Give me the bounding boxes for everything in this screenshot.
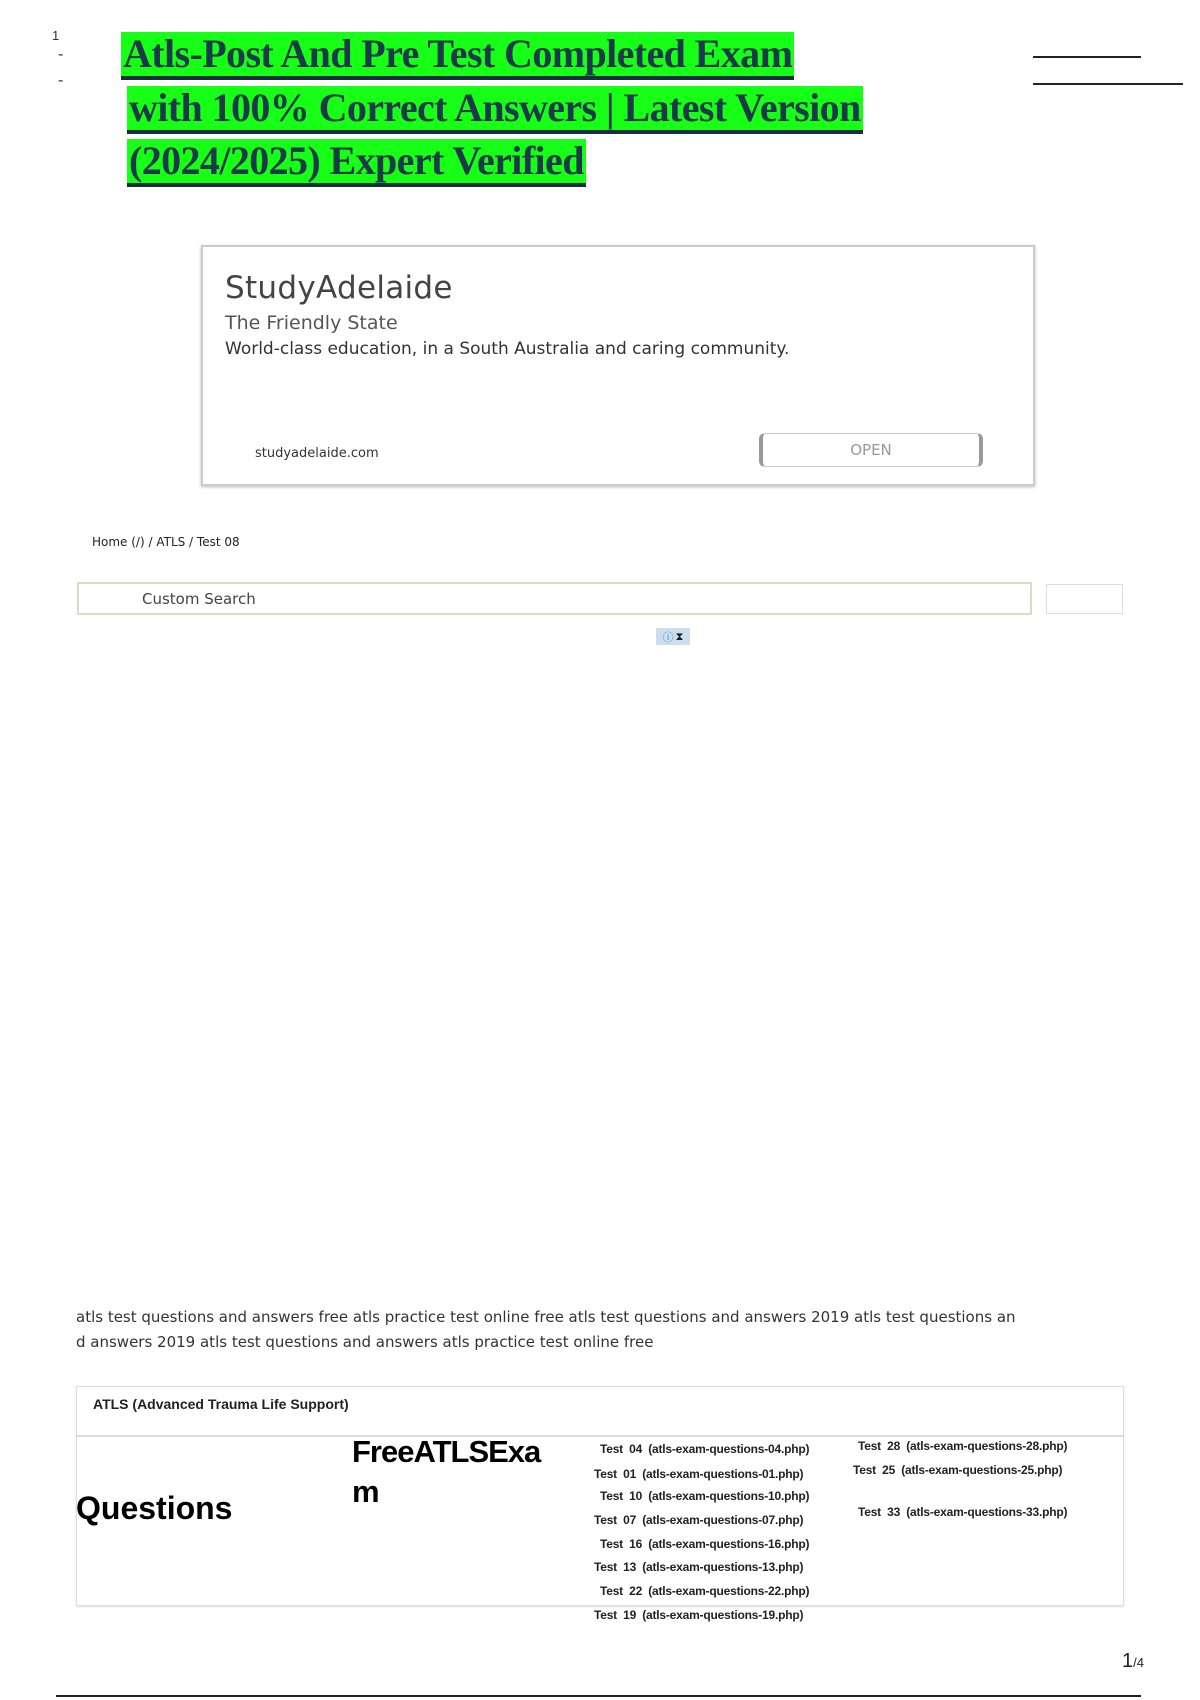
info-icon: ⓘ — [662, 630, 674, 644]
ad-url[interactable]: studyadelaide.com — [255, 446, 379, 461]
test-link[interactable]: Test 25 (atls-exam-questions-25.php) — [853, 1463, 1063, 1477]
breadcrumb[interactable]: Home (/) / ATLS / Test 08 — [92, 535, 240, 549]
document-title-line: (2024/2025) Expert Verified — [127, 139, 586, 187]
page-total: /4 — [1133, 1655, 1144, 1670]
divider — [1033, 56, 1141, 58]
document-title-line: Atls-Post And Pre Test Completed Exam — [121, 32, 794, 80]
ad-brand: StudyAdelaide — [225, 270, 453, 306]
footer-divider — [56, 1695, 1141, 1697]
test-link[interactable]: Test 33 (atls-exam-questions-33.php) — [858, 1505, 1068, 1519]
test-link[interactable]: Test 22 (atls-exam-questions-22.php) — [600, 1584, 810, 1598]
page-current: 1 — [1122, 1650, 1134, 1672]
page-number — [1122, 1650, 1144, 1673]
free-exam-label: FreeATLSExa — [352, 1434, 541, 1469]
test-link[interactable]: Test 01 (atls-exam-questions-01.php) — [594, 1467, 804, 1481]
margin-dash: - — [58, 46, 64, 63]
close-icon: ⧗ — [675, 629, 684, 643]
test-link[interactable]: Test 28 (atls-exam-questions-28.php) — [858, 1439, 1068, 1453]
divider — [77, 1435, 1123, 1437]
free-exam-label: m — [352, 1474, 380, 1509]
advertisement-banner[interactable] — [201, 245, 1035, 486]
ad-description: World-class education, in a South Australia and caring community. — [225, 339, 790, 359]
test-link[interactable]: Test 13 (atls-exam-questions-13.php) — [594, 1560, 804, 1574]
questions-label: Questions — [76, 1490, 233, 1526]
test-link[interactable]: Test 07 (atls-exam-questions-07.php) — [594, 1513, 804, 1527]
test-link[interactable]: Test 10 (atls-exam-questions-10.php) — [600, 1489, 810, 1503]
intro-text: atls test questions and answers free atls practice test online free atls test questions and answers 2019 atls test questions an — [76, 1308, 1016, 1326]
document-title-line: with 100% Correct Answers | Latest Version — [127, 86, 863, 134]
panel-heading: ATLS (Advanced Trauma Life Support) — [93, 1396, 349, 1412]
margin-dash: - — [58, 72, 64, 89]
search-button[interactable] — [1046, 584, 1123, 614]
intro-text: d answers 2019 atls test questions and answers atls practice test online free — [76, 1333, 654, 1351]
ad-open-button[interactable]: OPEN — [759, 433, 983, 467]
divider — [1033, 83, 1183, 85]
adchoices-icon[interactable] — [656, 628, 690, 645]
margin-number: 1 — [52, 28, 60, 43]
test-link[interactable]: Test 19 (atls-exam-questions-19.php) — [594, 1608, 804, 1622]
test-link[interactable]: Test 04 (atls-exam-questions-04.php) — [600, 1442, 810, 1456]
search-input[interactable] — [77, 582, 1032, 615]
search-placeholder: Custom Search — [142, 590, 256, 608]
test-link[interactable]: Test 16 (atls-exam-questions-16.php) — [600, 1537, 810, 1551]
ad-tagline: The Friendly State — [225, 312, 398, 334]
